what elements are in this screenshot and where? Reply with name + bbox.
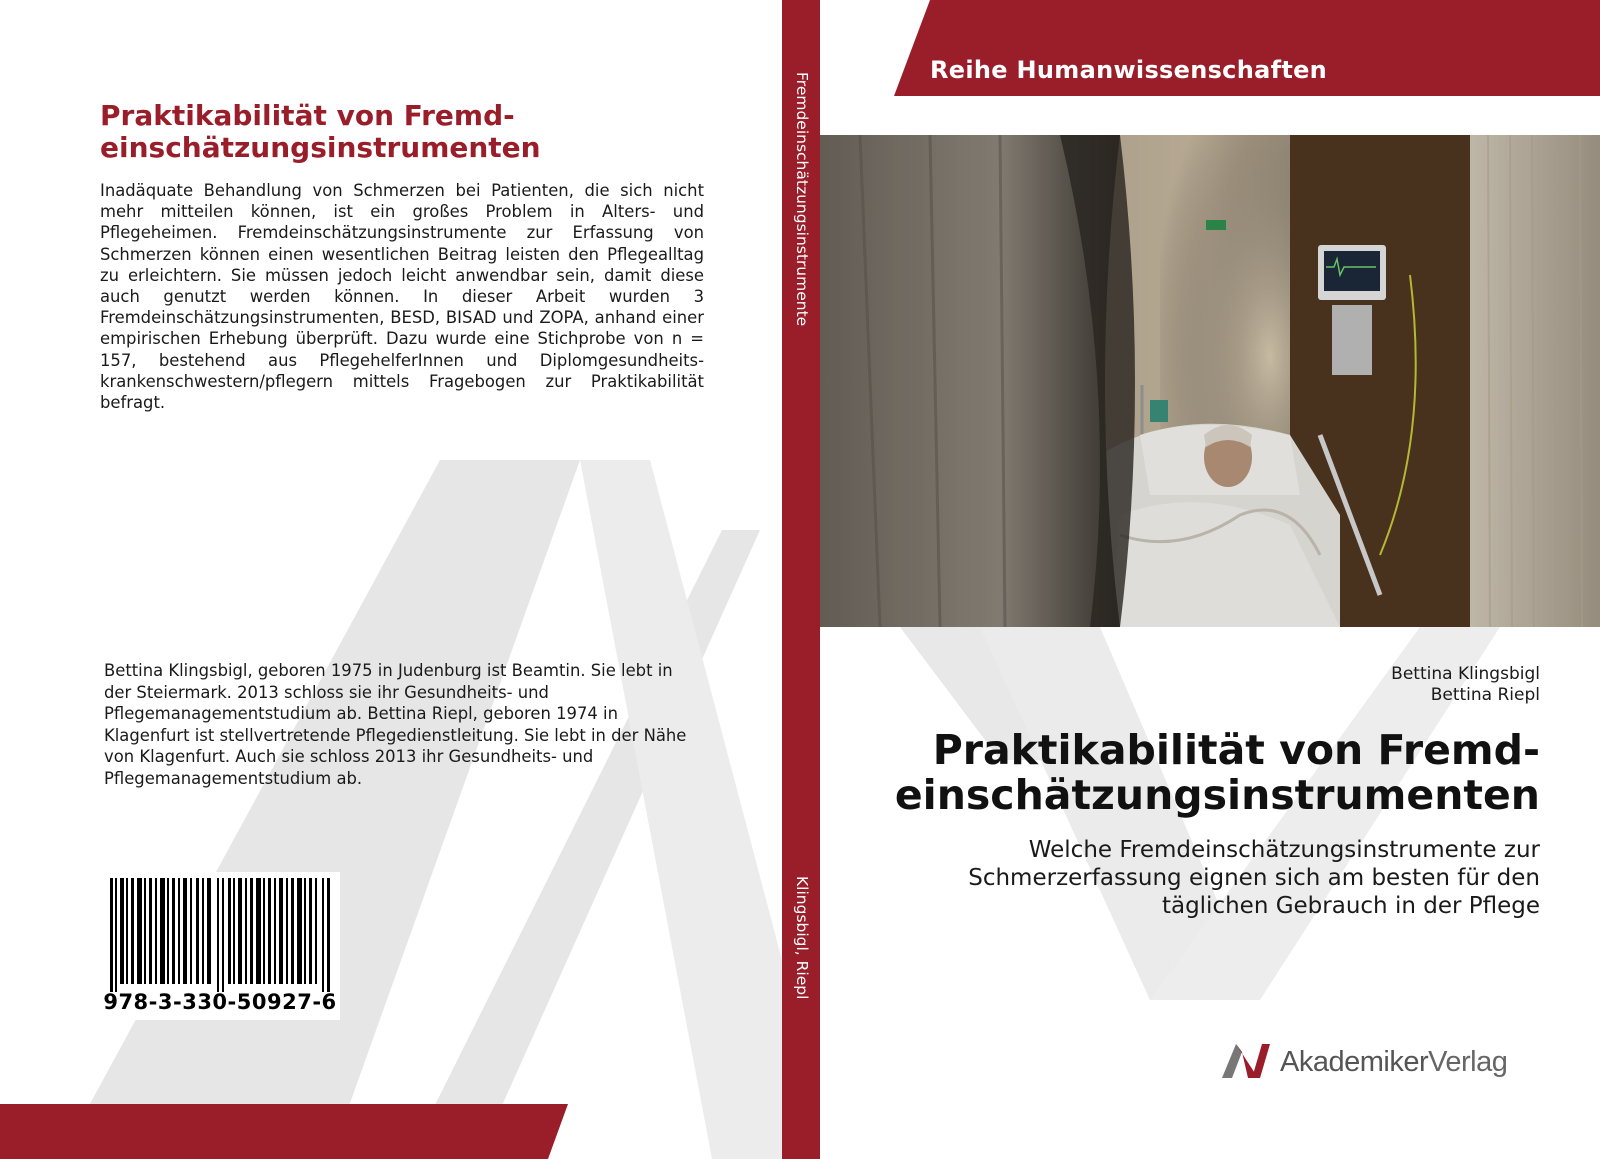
author-name: Bettina Riepl <box>1430 685 1540 705</box>
back-blurb: Inadäquate Behandlung von Schmerzen bei Patienten, die sich nicht mehr mitteilen können, ist ein großes Problem in Alters- und Pflegeheimen. Fremdeinschätzungsinstrumente zur Erfassung von Schmerzen können einen wesentlichen Beitrag leisten den Pflegealltag zu erleichtern. Sie müssen jedoch leicht anwendbar sein, damit diese auch genutzt werden können. In dieser Arbeit wurden 3 Fremdeinschätzungsinstrumenten, BESD, BISAD und ZOPA, anhand einer empirischen Erhebung überprüft. Dazu wurde eine Stichprobe von n = 157, bestehend aus PflegehelferInnen und Diplomgesundheits-krankenschwestern/pflegern mittels Fragebogen zur Praktikabilität befragt. <box>100 181 704 413</box>
subtitle-line: Schmerzerfassung eignen sich am besten für den <box>968 865 1540 891</box>
subtitle-line: Welche Fremdeinschätzungsinstrumente zur <box>1028 837 1540 863</box>
spine-authors: Klingsbigl, Riepl <box>793 876 811 1000</box>
front-authors <box>1391 664 1540 706</box>
series-label: Reihe Humanwissenschaften <box>930 56 1328 84</box>
publisher-name-part: Verlag <box>1428 1046 1508 1078</box>
front-title-line: Praktikabilität von Fremd- <box>932 726 1540 774</box>
front-title-line: einschätzungsinstrumenten <box>894 771 1540 819</box>
front-title <box>820 728 1540 818</box>
front-subtitle <box>820 836 1540 920</box>
spine-title: Fremdeinschätzungsinstrumente <box>793 72 811 327</box>
back-author-bio: Bettina Klingsbigl, geboren 1975 in Judenburg ist Beamtin. Sie lebt in der Steiermark. 2013 schloss sie ihr Gesundheits- und Pflegemanagementstudium ab. Bettina Riepl, geboren 1974 in Klagenfurt ist stellvertretende Pflegedienstleitung. Sie lebt in der Nähe von Klagenfurt. Auch sie schloss 2013 ihr Gesundheits- und Pflegemanagementstudium ab. <box>104 661 687 788</box>
akademiker-verlag-logo-icon <box>1222 1044 1270 1078</box>
back-title: Praktikabilität von Fremd-einschätzungsinstrumenten <box>100 99 541 164</box>
author-name: Bettina Klingsbigl <box>1391 664 1540 684</box>
isbn-number: 978-3-330-50927-6 <box>103 990 337 1014</box>
subtitle-line: täglichen Gebrauch in der Pflege <box>1161 893 1540 919</box>
publisher-logo <box>1222 1044 1542 1084</box>
hospital-patient-photo-icon <box>820 135 1600 627</box>
publisher-name <box>1280 1046 1507 1079</box>
publisher-name-part: Akademiker <box>1280 1046 1429 1078</box>
